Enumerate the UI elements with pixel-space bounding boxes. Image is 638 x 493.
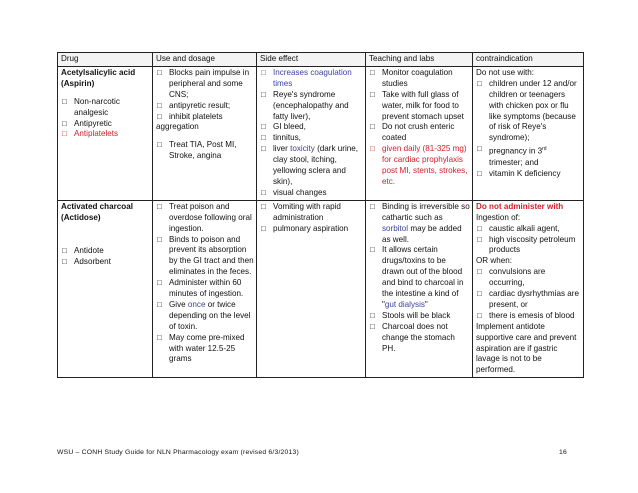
list-item: □ Administer within 60 minutes of ingestion. xyxy=(156,278,254,300)
drug-class-item: □ Antipyretic xyxy=(61,119,150,130)
contra-or: OR when: xyxy=(476,256,512,266)
list-item: □ high viscosity petroleum products xyxy=(476,235,581,257)
list-item: □ Stools will be black xyxy=(369,311,470,322)
drug-table xyxy=(57,52,584,378)
list-item: □ tinnitus, xyxy=(260,133,363,144)
header-use: Use and dosage xyxy=(153,53,257,67)
list-item: □ pulmonary aspiration xyxy=(260,224,363,235)
drug-cell xyxy=(58,66,153,200)
table-header-row xyxy=(58,53,584,67)
list-item: □ Give once or twice depending on the level of toxin. xyxy=(156,300,254,333)
drug-class-item: □ Antidote xyxy=(61,246,150,257)
header-drug: Drug xyxy=(58,53,153,67)
contra-tail: Implement antidote supportive care and prevent aspiration are if gastric lavage is not to be performed. xyxy=(476,321,577,375)
list-item: □ convulsions are occurring, xyxy=(476,267,581,289)
list-item: □ Binds to poison and prevent its absorption by the GI tract and then eliminates in the feces. xyxy=(156,235,254,279)
list-item: □ inhibit platelets xyxy=(156,112,254,123)
list-item: □ cardiac dysrhythmias are present, or xyxy=(476,289,581,311)
list-item: □ children under 12 and/or children or teenagers with chicken pox or flu like symptoms (because of risk of Reye's syndrome); xyxy=(476,79,581,144)
emphasis-text: gut dialysis xyxy=(384,299,425,309)
contra-intro: Do not administer with xyxy=(476,201,564,211)
use-cell xyxy=(153,200,257,378)
emphasis-text: once xyxy=(187,299,206,309)
list-item: □ Binding is irreversible so cathartic such as sorbitol may be added as well. xyxy=(369,202,470,246)
emphasis-text: toxicity xyxy=(290,144,315,154)
list-item: □ It allows certain drugs/toxins to be drawn out of the blood and bind to charcoal in the intestine a kind of "gut dialysis" xyxy=(369,245,470,310)
drug-cell xyxy=(58,200,153,378)
list-item: □ Blocks pain impulse in peripheral and some CNS; xyxy=(156,68,254,101)
list-item: □ liver toxicity (dark urine, clay stool, itching, yellowing sclera and skin), xyxy=(260,144,363,188)
list-item: □ GI bleed, xyxy=(260,122,363,133)
footer-text: WSU – CONH Study Guide for NLN Pharmacology exam (revised 6/3/2013) xyxy=(57,449,299,456)
drug-class-item: □ Non-narcotic analgesic xyxy=(61,97,150,119)
drug-alias: (Actidose) xyxy=(61,212,101,222)
contraindication-cell xyxy=(473,66,584,200)
list-item: □ Monitor coagulation studies xyxy=(369,68,470,90)
drug-alias: (Aspirin) xyxy=(61,78,95,88)
list-item: □ Increases coagulation times xyxy=(260,68,363,90)
table-row-charcoal xyxy=(58,200,584,378)
page-number: 16 xyxy=(559,449,567,456)
use-cell xyxy=(153,66,257,200)
list-item: □ Take with full glass of water, milk for food to prevent stomach upset xyxy=(369,90,470,123)
list-item: □ Treat poison and overdose following oral ingestion. xyxy=(156,202,254,235)
teaching-cell xyxy=(366,200,473,378)
list-item: □ Reye's syndrome (encephalopathy and fatty liver), xyxy=(260,90,363,123)
list-item: □ Treat TIA, Post MI, Stroke, angina xyxy=(156,140,254,162)
drug-name: Activated charcoal xyxy=(61,201,133,211)
drug-name: Acetylsalicylic acid xyxy=(61,67,136,77)
teaching-cell xyxy=(366,66,473,200)
list-item: □ vitamin K deficiency xyxy=(476,169,581,180)
header-teaching: Teaching and labs xyxy=(366,53,473,67)
list-item: □ visual changes xyxy=(260,188,363,199)
list-item: □ Charcoal does not change the stomach PH. xyxy=(369,322,470,355)
list-item: □ May come pre-mixed with water 12.5-25 grams xyxy=(156,333,254,366)
side-effect-cell xyxy=(257,66,366,200)
table-row-aspirin xyxy=(58,66,584,200)
contra-intro: Do not use with: xyxy=(476,67,535,77)
header-contraindication: contraindication xyxy=(473,53,584,67)
list-item: □ Do not crush enteric coated xyxy=(369,122,470,144)
list-continuation: aggregation xyxy=(156,122,199,132)
header-side-effect: Side effect xyxy=(257,53,366,67)
drug-class-item: □ Antiplatelets xyxy=(61,129,150,140)
contra-intro: Ingestion of: xyxy=(476,212,521,222)
list-item: □ caustic alkali agent, xyxy=(476,224,581,235)
list-item: □ Vomiting with rapid administration xyxy=(260,202,363,224)
page-footer xyxy=(57,449,583,456)
list-item: □ there is emesis of blood xyxy=(476,311,581,322)
drug-class-item: □ Adsorbent xyxy=(61,257,150,268)
list-item: □ given daily (81-325 mg) for cardiac prophylaxis post MI, stents, strokes, etc. xyxy=(369,144,470,188)
emphasis-text: sorbitol xyxy=(382,223,409,233)
list-item: □ antipyretic result; xyxy=(156,101,254,112)
list-item: □ pregnancy in 3rd trimester; and xyxy=(476,144,581,169)
side-effect-cell xyxy=(257,200,366,378)
contraindication-cell xyxy=(473,200,584,378)
